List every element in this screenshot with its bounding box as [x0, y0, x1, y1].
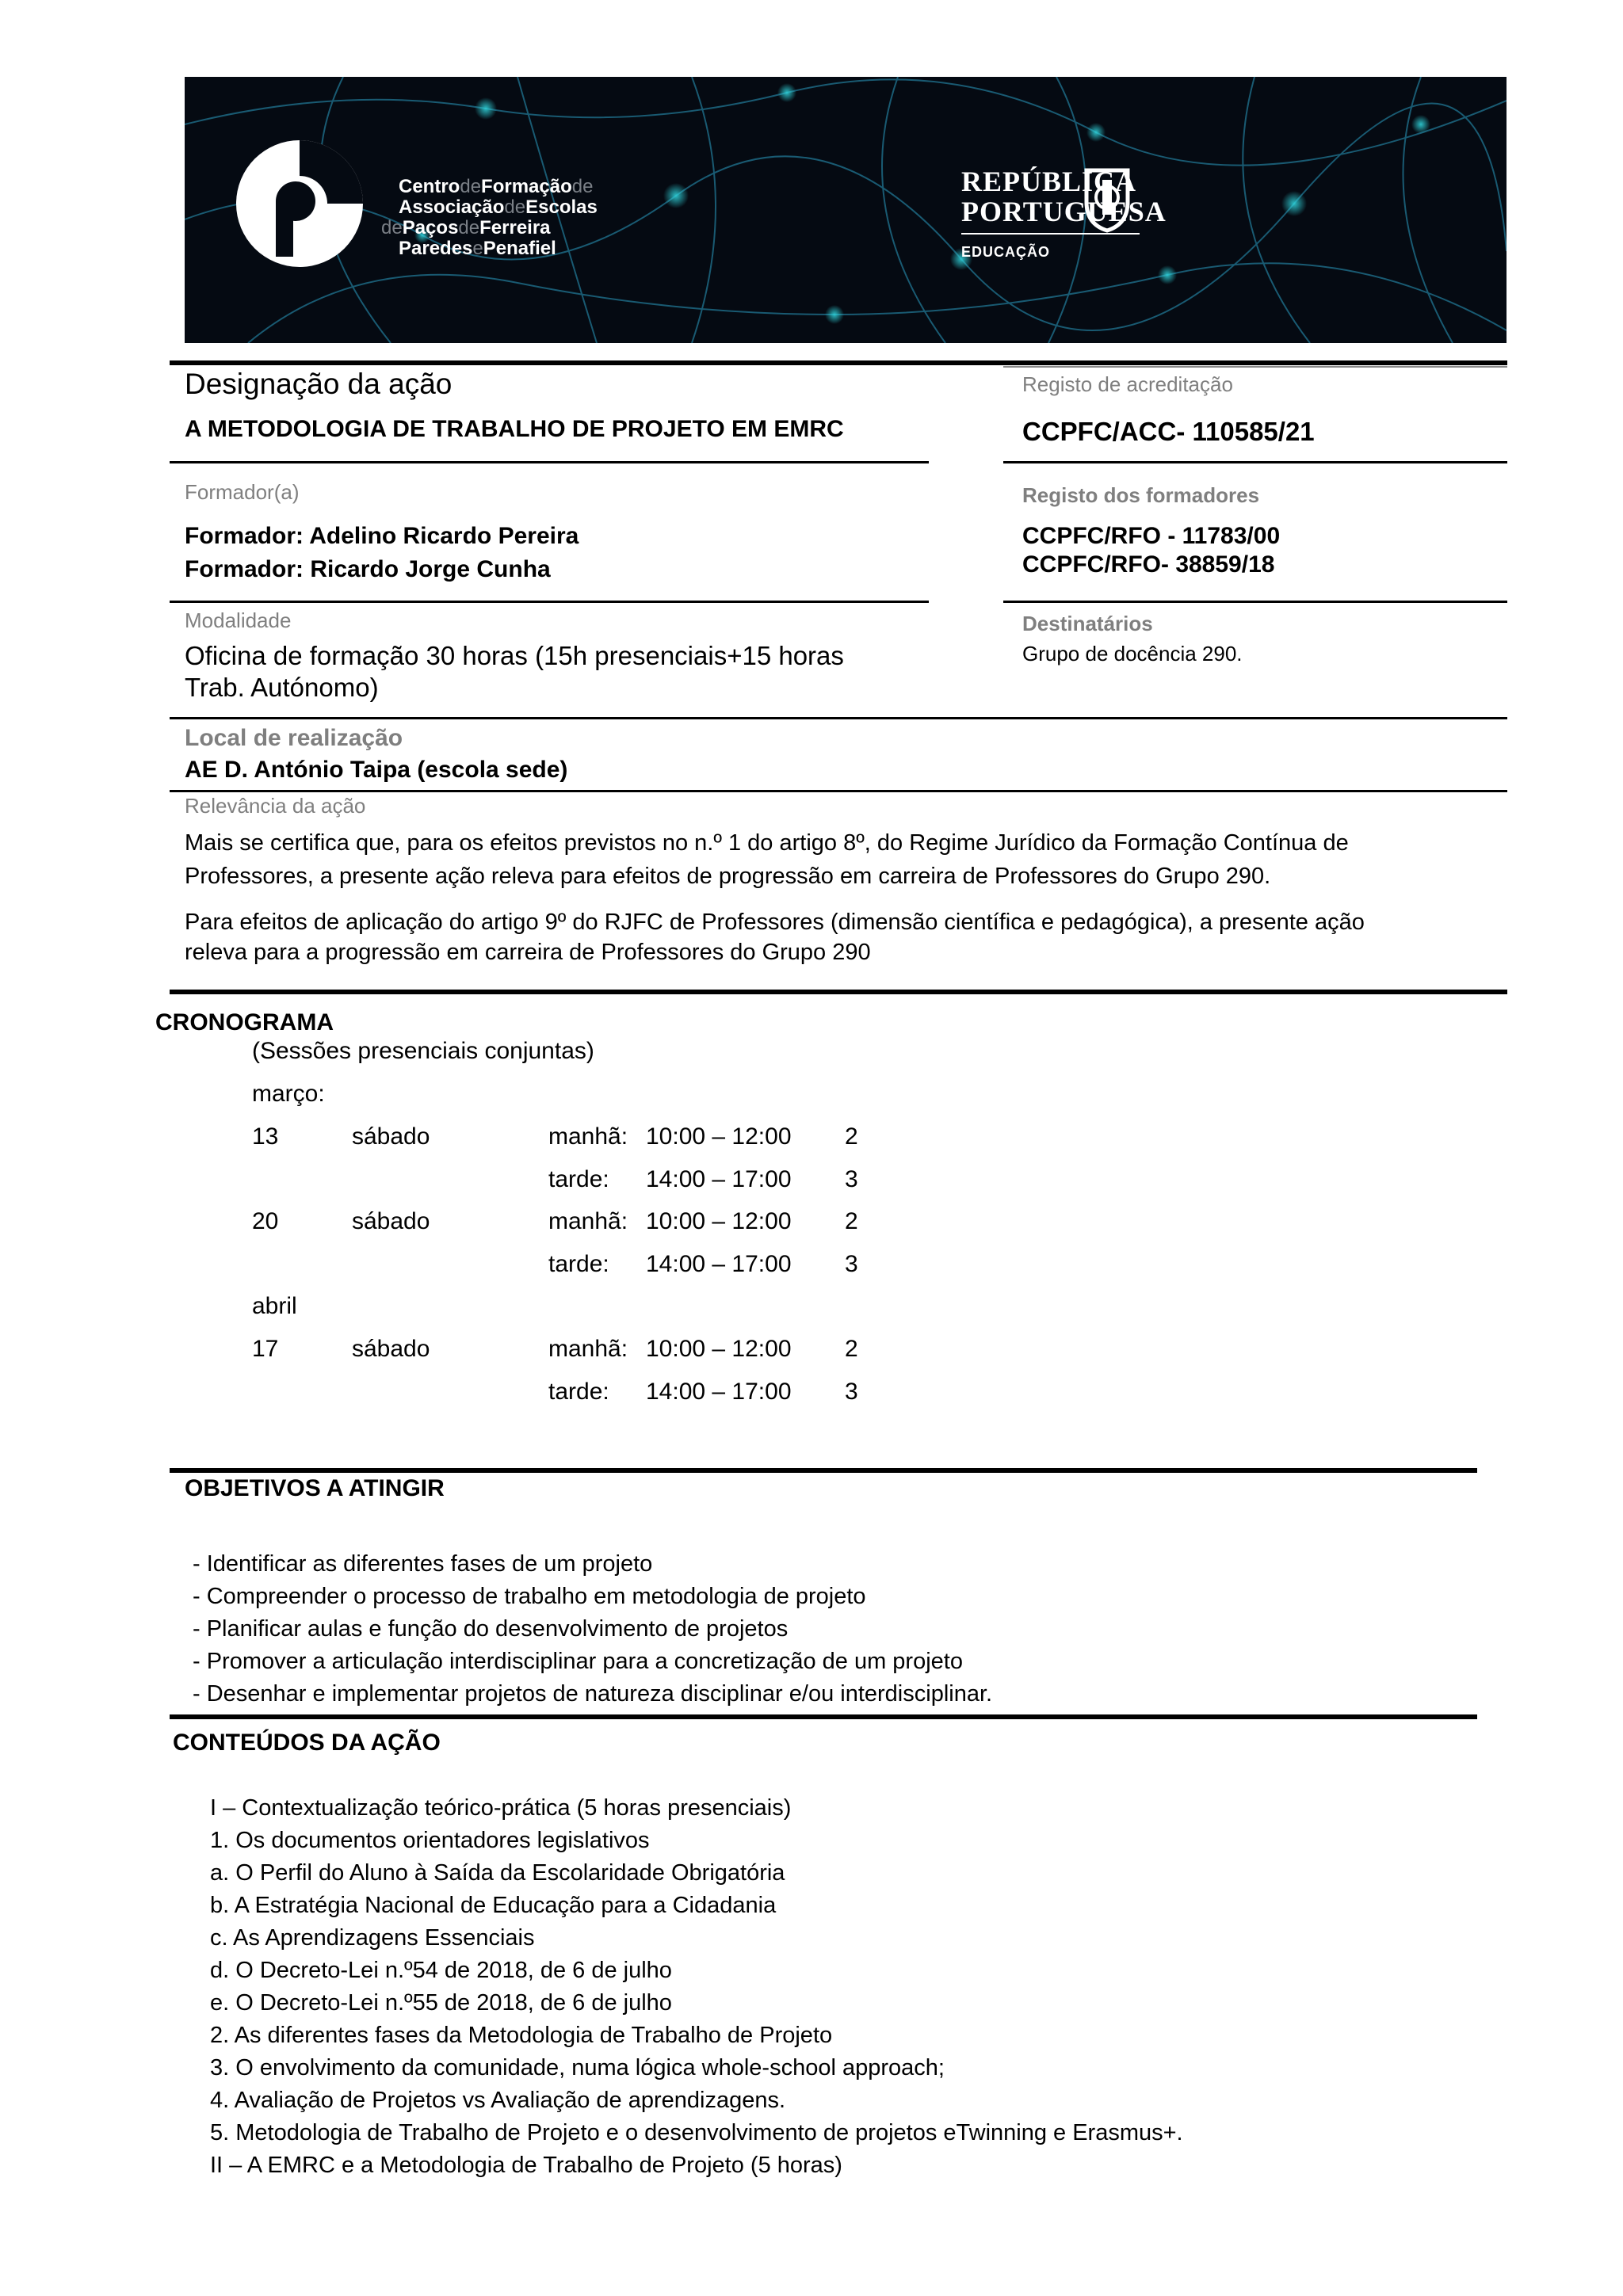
registo-acreditacao-value: CCPFC/ACC- 110585/21 [1022, 417, 1315, 446]
list-item: 1. Os documentos orientadores legislativos [210, 1828, 650, 1853]
formador-label: Formador(a) [185, 480, 300, 504]
list-item: I – Contextualização teórico-prática (5 horas presenciais) [210, 1795, 792, 1821]
section-rule [170, 1468, 1477, 1473]
relevancia-para1-line2: Professores, a presente ação releva para efeitos de progressão em carreira de Professores do Grupo 290. [185, 864, 1271, 889]
divider [170, 717, 1507, 719]
list-item: - Compreender o processo de trabalho em metodologia de projeto [193, 1584, 866, 1609]
list-item: - Planificar aulas e função do desenvolvimento de projetos [193, 1616, 789, 1642]
cronograma-month-2: abril [252, 1293, 297, 1319]
list-item: e. O Decreto-Lei n.º55 de 2018, de 6 de julho [210, 1990, 672, 2016]
list-item: 5. Metodologia de Trabalho de Projeto e o desenvolvimento de projetos eTwinning e Erasmus+. [210, 2120, 1183, 2145]
relevancia-para1-line1: Mais se certifica que, para os efeitos previstos no n.º 1 do artigo 8º, do Regime Jurídico da Formação Contínua de [185, 830, 1349, 856]
section-rule [170, 1714, 1477, 1719]
relevancia-para2-line2: releva para a progressão em carreira de Professores do Grupo 290 [185, 940, 871, 965]
list-item: b. A Estratégia Nacional de Educação para a Cidadania [210, 1893, 777, 1918]
section-rule [170, 360, 1507, 365]
modalidade-line-1: Oficina de formação 30 horas (15h presenciais+15 horas [185, 641, 844, 670]
formador-1: Formador: Adelino Ricardo Pereira [185, 523, 579, 549]
destinatarios-value: Grupo de docência 290. [1022, 642, 1243, 666]
modalidade-label: Modalidade [185, 608, 292, 632]
relevancia-para2-line1: Para efeitos de aplicação do artigo 9º do RJFC de Professores (dimensão científica e pedagógica), a presente ação [185, 910, 1365, 935]
logo-line-3: dePaçosdeFerreira [381, 217, 551, 238]
divider [170, 461, 929, 463]
list-item: II – A EMRC e a Metodologia de Trabalho de Projeto (5 horas) [210, 2153, 842, 2178]
objetivos-title: OBJETIVOS A ATINGIR [185, 1475, 445, 1501]
list-item: - Promover a articulação interdisciplinar para a concretização de um projeto [193, 1649, 963, 1674]
cfae-logo-icon [232, 136, 367, 271]
conteudos-title: CONTEÚDOS DA AÇÃO [173, 1730, 441, 1756]
cronograma-subtitle: (Sessões presenciais conjuntas) [252, 1038, 594, 1064]
divider [1003, 461, 1507, 463]
divider [170, 601, 929, 603]
designacao-label: Designação da ação [185, 368, 453, 400]
list-item: c. As Aprendizagens Essenciais [210, 1925, 535, 1951]
list-item: - Identificar as diferentes fases de um projeto [193, 1551, 653, 1577]
list-item: d. O Decreto-Lei n.º54 de 2018, de 6 de julho [210, 1958, 672, 1983]
local-label: Local de realização [185, 725, 403, 751]
list-item: 2. As diferentes fases da Metodologia de Trabalho de Projeto [210, 2023, 833, 2048]
cfae-logo-text [381, 176, 598, 259]
cronograma-month-1: março: [252, 1081, 325, 1107]
gov-sub: EDUCAÇÃO [961, 244, 1051, 260]
local-value: AE D. António Taipa (escola sede) [185, 757, 568, 783]
formador-2: Formador: Ricardo Jorge Cunha [185, 556, 551, 582]
section-rule [170, 990, 1507, 994]
designacao-value: A METODOLOGIA DE TRABALHO DE PROJETO EM EMRC [185, 416, 844, 442]
modalidade-line-2: Trab. Autónomo) [185, 673, 379, 702]
registo-formadores-label: Registo dos formadores [1022, 483, 1260, 507]
divider [1003, 366, 1507, 368]
list-item: 4. Avaliação de Projetos vs Avaliação de aprendizagens. [210, 2088, 786, 2113]
logo-line-4: ParedesePenafiel [399, 238, 556, 259]
logo-line-2: AssociaçãodeEscolas [399, 196, 598, 218]
logo-line-1: CentrodeFormaçãode [399, 176, 594, 197]
destinatarios-label: Destinatários [1022, 612, 1153, 635]
divider [170, 790, 1507, 792]
network-background [185, 77, 1507, 343]
conteudos-list [210, 1792, 1183, 2182]
divider [1003, 601, 1507, 603]
registo-formador-2: CCPFC/RFO- 38859/18 [1022, 551, 1275, 578]
cronograma-title: CRONOGRAMA [155, 1009, 334, 1035]
gov-title-1: REPÚBLICA [961, 166, 1137, 197]
registo-acreditacao-label: Registo de acreditação [1022, 372, 1233, 396]
objetivos-list [193, 1548, 992, 1711]
list-item: a. O Perfil do Aluno à Saída da Escolaridade Obrigatória [210, 1860, 785, 1886]
header-banner [185, 77, 1507, 343]
relevancia-label: Relevância da ação [185, 794, 366, 818]
republica-portuguesa [961, 166, 1167, 261]
gov-title-2: PORTUGUESA [961, 196, 1167, 227]
list-item: - Desenhar e implementar projetos de natureza disciplinar e/ou interdisciplinar. [193, 1681, 993, 1707]
registo-formador-1: CCPFC/RFO - 11783/00 [1022, 523, 1281, 549]
list-item: 3. O envolvimento da comunidade, numa lógica whole-school approach; [210, 2055, 945, 2081]
